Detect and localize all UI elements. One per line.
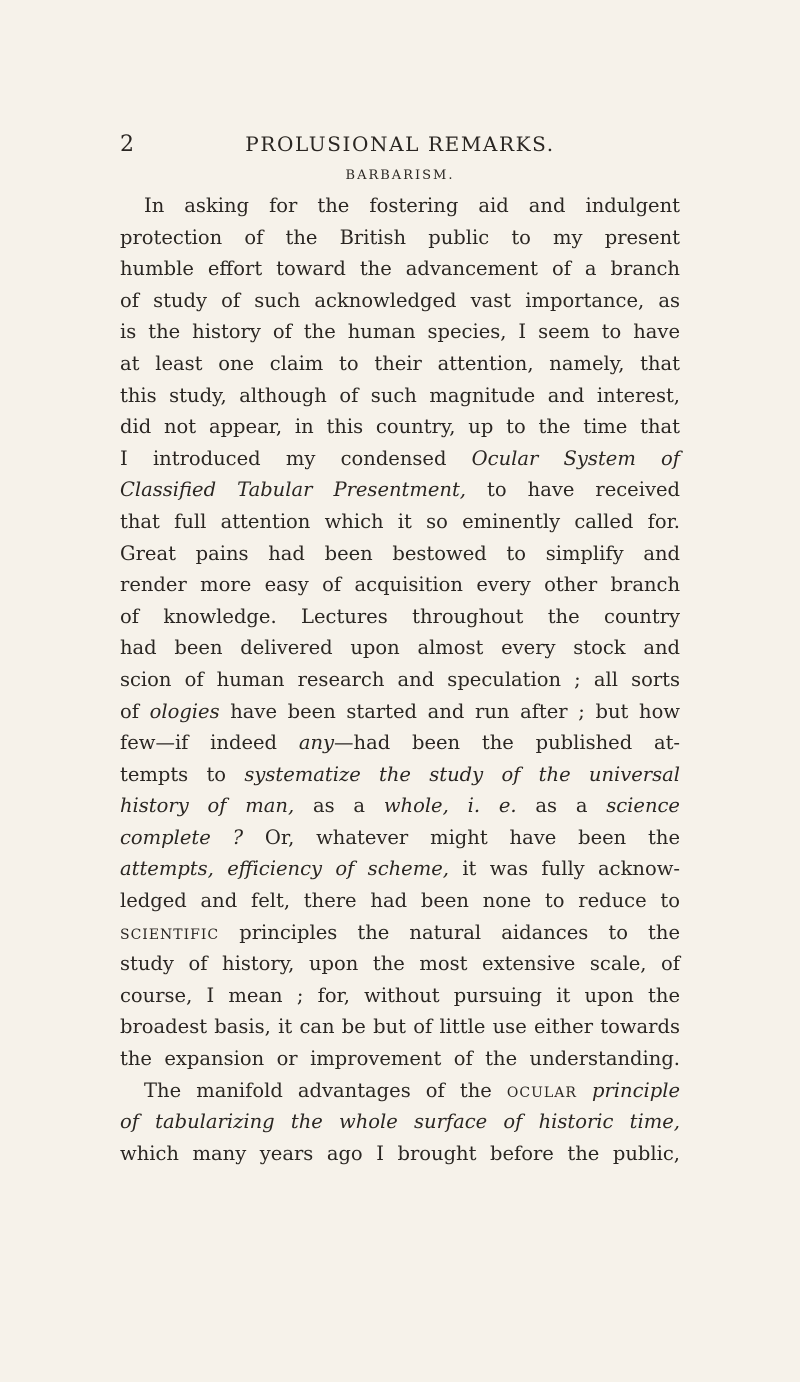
text-line: of study of such acknowledged vast importance, as [120,288,680,312]
text-line: Classified Tabular Presentment, to have received [120,478,681,502]
text-line: of knowledge. Lectures throughout the country [120,604,680,628]
text-line: study of history, upon the most extensive scale, of [120,952,680,976]
running-title: PROLUSIONAL REMARKS. [245,132,555,156]
text-line: complete ? Or, whatever might have been the [120,825,680,849]
section-heading: BARBARISM. [345,168,455,183]
text-line: protection of the British public to my present [120,225,680,249]
text-line: broadest basis, it can be but of little use either towards [120,1015,680,1039]
text-line: scion of human research and speculation ; all sorts [120,667,680,691]
text-line: the expansion or improvement of the understanding. [120,1047,680,1071]
text-line: attempts, efficiency of scheme, it was fully acknow- [120,857,681,881]
page-number: 2 [120,132,134,157]
text-line: I introduced my condensed Ocular System of [120,446,680,470]
body-text [120,190,680,1169]
running-head [120,132,680,162]
text-line: render more easy of acquisition every other branch [120,573,680,597]
text-line: course, I mean ; for, without pursuing it upon the [120,983,680,1007]
text-line: history of man, as a whole, i. e. as a science [120,794,680,818]
text-line: that full attention which it so eminently called for. [120,509,680,533]
text-line: which many years ago I brought before the public, [120,1141,680,1165]
text-line: of ologies have been started and run after ; but how [120,699,680,723]
text-line: of tabularizing the whole surface of historic time, [120,1110,680,1134]
text-line: few—if indeed any—had been the published at- [120,731,681,755]
text-line: The manifold advantages of the ocular principle [144,1078,680,1102]
text-line: scientific principles the natural aidances to the [120,920,680,944]
text-line: is the history of the human species, I seem to have [120,320,680,344]
text-line: tempts to systematize the study of the universal [120,762,681,786]
text-line: at least one claim to their attention, namely, that [120,351,680,375]
text-line: In asking for the fostering aid and indulgent [144,194,680,217]
text-line: ledged and felt, there had been none to reduce to [120,889,680,913]
text-line: did not appear, in this country, up to the time that [120,415,680,439]
text-line: humble effort toward the advancement of a branch [120,257,680,281]
text-line: this study, although of such magnitude and interest, [120,383,680,407]
text-line: had been delivered upon almost every stock and [120,636,680,660]
text-line: Great pains had been bestowed to simplify and [120,541,680,565]
